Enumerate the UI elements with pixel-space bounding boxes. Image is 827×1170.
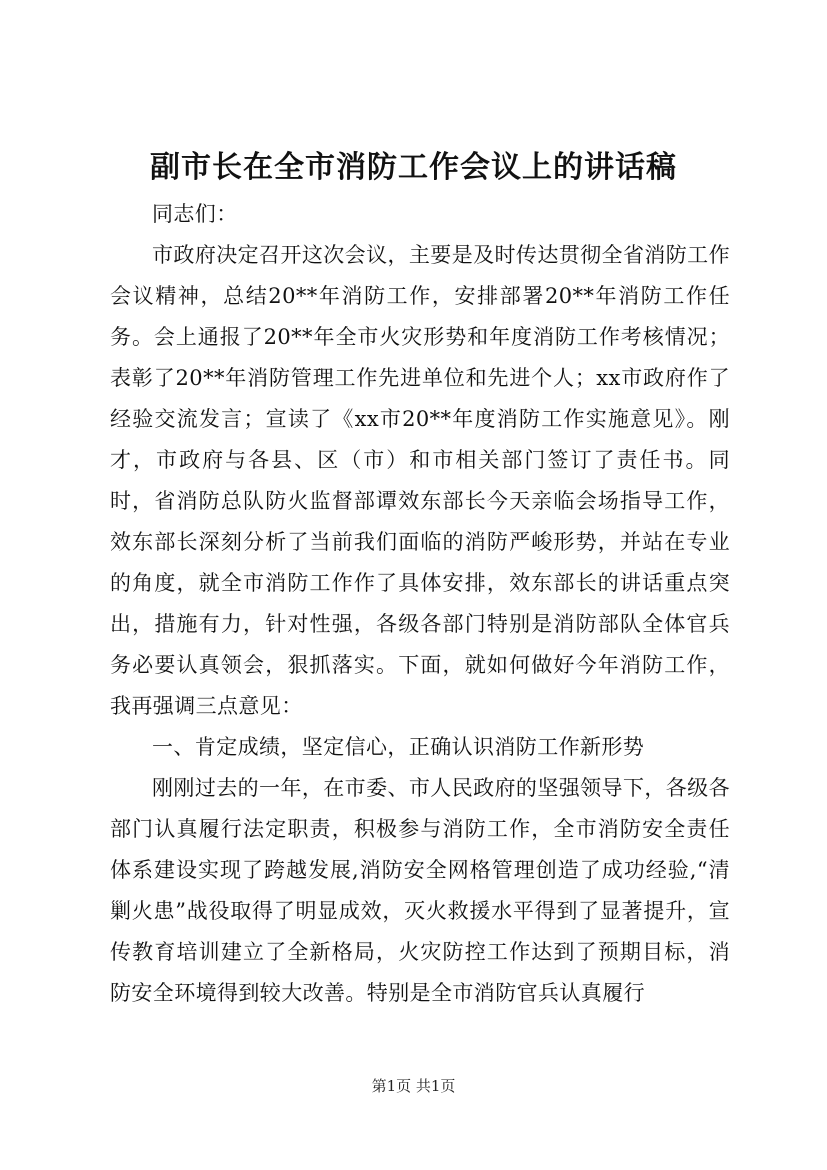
section-heading-1: 一、肯定成绩，坚定信心，正确认识消防工作新形势 — [152, 735, 645, 759]
paragraph-intro: 市政府决定召开这次会议，主要是及时传达贯彻全省消防工作会议精神，总结20**年消防工作，安排部署20**年消防工作任务。会上通报了20**年全市火灾形势和年度消防工作考核情况；表彰了20**年消防管理工作先进单位和先进个人；xx市政府作了经验交流发言；宣读了《xx市20**年度消防工作实施意见》。刚才，市政府与各县、区（市）和市相关部门签订了责任书。同时，省消防总队防火监督部谭效东部长今天亲临会场指导工作，效东部长深刻分析了当前我们面临的消防严峻形势，并站在专业的角度，就全市消防工作作了具体安排，效东部长的讲话重点突出，措施有力，针对性强，各级各部门特别是消防部队全体官兵务必要认真领会，狠抓落实。下面，就如何做好今年消防工作，我再强调三点意见： — [110, 243, 730, 718]
page-footer: 第1页 共1页 — [371, 1077, 456, 1095]
greeting: 同志们： — [152, 202, 238, 226]
document-title: 副市长在全市消防工作会议上的讲话稿 — [150, 150, 677, 185]
document-body — [110, 194, 730, 1014]
paragraph-achievements: 刚刚过去的一年，在市委、市人民政府的坚强领导下，各级各部门认真履行法定职责，积极参与消防工作，全市消防安全责任体系建设实现了跨越发展,消防安全网格管理创造了成功经验,“清剿火患”战役取得了明显成效，灭火救援水平得到了显著提升，宣传教育培训建立了全新格局，火灾防控工作达到了预期目标，消防安全环境得到较大改善。特别是全市消防官兵认真履行 — [110, 776, 730, 1005]
